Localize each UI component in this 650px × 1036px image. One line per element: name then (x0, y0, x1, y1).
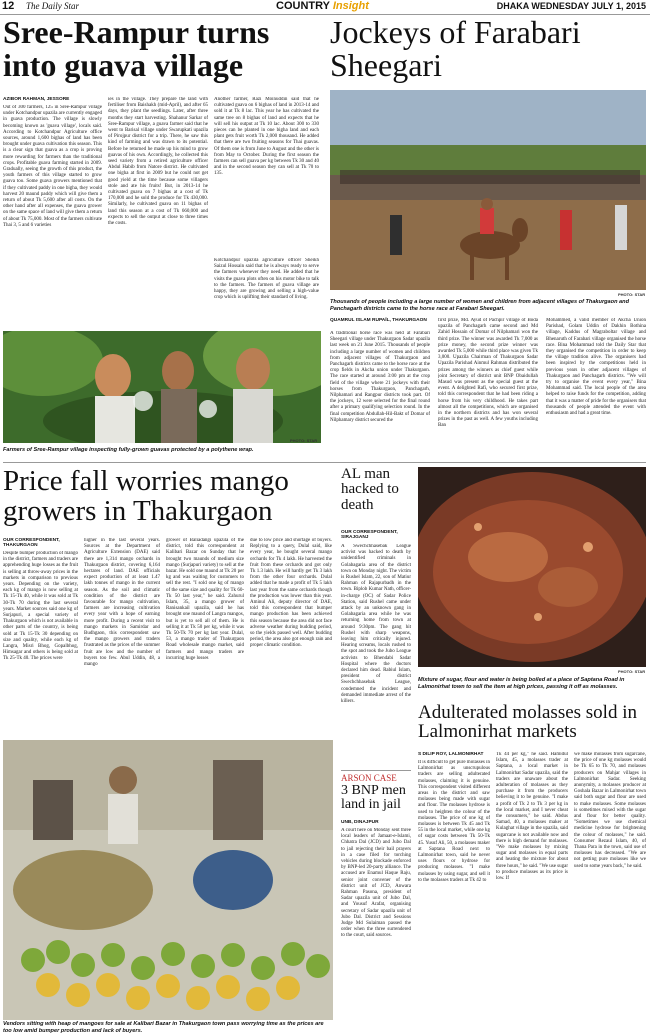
section-divider (3, 462, 646, 463)
mango-photo-caption: Vendors sitting with heap of mangoes for sale at Kalibari Bazar in Thakurgaon town pass worrying time as the prices are too low amid bumper production and lack of buyers. (3, 1021, 324, 1034)
jockeys-photo (330, 90, 646, 290)
jockeys-photo-caption: Thousands of people including a large number of women and children from adjacent villages of Thakurgaon and Panchagarh districts came to the horse race at Farabari Sheegari. (330, 299, 629, 312)
jockeys-headline: Jockeys of Farabari Sheegari (330, 14, 581, 83)
molasses-col-1: It is difficult to get pure molasses in Lalmonirhat as unscrupulous traders are selling adulterated molasses, claiming it is genuine. This correspondent visited different areas in the district and saw molasses being made with sugar and flour. The molasses hydrose is used to heighten the colour of the molasses. The price of one kg of molasses is between Tk 45 and Tk 55 in the local market, while one kg of sugar costs between Tk 50-Tk 45. Yusuf Ali, 50, a molasses maker at Saptana Road next to Lalmonirhat town, said he never uses flours or hydrose for producing molasses. "I make molasses by using sugar, and sell it to the molasses traders at Tk 42 to (418, 760, 490, 883)
jockeys-photo-credit: PHOTO: STAR (618, 292, 646, 297)
guava-headline: Sree-Rampur turns into guava village (3, 14, 270, 83)
mango-col-1: Despite bumper production of mango in the district, farmers and traders are apprehending huge losses as the fruit is selling at throw-away prices in the markets in comparison to previous years. Depending on the variety, each kg of mango is now selling at Tk 15-Tk 40, while it was sold at Tk 30-Tk 70 during the last several years. Market sources said one kg of Surjapuri, a special variety of Thakurgaon which is not available in other parts of the country, is being sold at Tk 15-Tk 30 depending on size and quality, while each kg of Langra, Misri Bhog, Gopalbhog, Himsagar and others is being sold at Tk 25-Tk 40. The prices were (3, 551, 78, 662)
guava-col-3b: Kotchandpur upazila agriculture officer Sheikh Saizul Hossain said that he is always ready to serve the farmers whenever they need. He added that he visits the guava plots often on his motor bike to talk to the farmers. The farmers of guava village are happy, they are growing and selling a high-value crop which is uplifting their standard of living. (214, 258, 319, 301)
arson-body: A court here on Monday sent three local leaders of Jamaat-e-Islami, Chhatra Dal (JCD) and Jubo Dal to jail rejecting their bail prayers in a case filed for torching vehicles during blockade enforced by BNP-led 20-party alliance. The accused are Enamul Haque Raju, senior joint convener of the district unit of JCD, Anwara Rahman Pasona, president of Sadar upazila unit of Jubo Dal, and Yousuf Arafat, organising secretary of Sadar upazila unit of Jubo Dal. District and Sessions Judge Md Sulaiman passed the order when the three surrendered to the court, said sources. (341, 828, 411, 939)
guava-col-1: Out of 300 farmers, 125 in Sree-Rampur village under Kotchandpur upazila are currently engaged in guava production. The village is slowly becoming known as 'guava village', locals said. According to Kotchandpur Agriculture office sources, around 1,600 bighas of land has been brought under guava cultivation this season. This is a clear sign that guava as a crop is proving more rewarding for farmers than the traditional crops. Profitable guava farming started in 2009. Gradually, seeing the growth of this product, the youth farmers of this village started to grow guava too. Some guava growers mentioned that if they cultivated paddy in one bigha, they would harvest 20 maund paddy which will give them a return of about Tk 5,600 after all costs. On the other hand after all expenses, the guava grower on the same space of land will give them a return of about Tk 75,000. Most of the farmers cultivate Thai 3, 5 and 6 varieties (3, 105, 102, 228)
arson-kicker: ARSON CASE (341, 773, 397, 783)
jockeys-byline: QUAMRUL ISLAM RUPAÏL, THAKURGAON (330, 318, 427, 323)
horse-race-image (330, 90, 646, 290)
page-number: 12 (2, 0, 15, 12)
mango-col-3: grower of Baliadangi upazila of the district, told this correspondent at Kalibari Bazar on Sunday that he brought two maunds of medium size mango (Surjapuri variety) to sell at the bazar. He sold one maund at Tk 20 per kg and was waiting for customers to sell the rest. "I sold one kg of mango of the same size and quality for Tk 60-Tk 50 last year," he said. Zahurul Islam, 35, a mango grower of Ranisankail upazila, said he has brought one maund of Langra mangos, but is yet to sell all of them. He is selling it at Tk 50 per kg, while it was Tk 50-Tk 70 per kg last year. Dulal, 53, a mango trader of Thakurgaon Road wholesale mango market, said farmers and mango traders are incurring huge losses (166, 538, 244, 661)
guava-photo-credit: PHOTO: STAR (290, 438, 318, 443)
guava-photo-caption: Farmers of Sree-Rampur village inspecting fully-grown guavas protected by a polythene wrap. (3, 447, 254, 453)
guava-photo (3, 331, 321, 443)
guava-col-3: Another farmer, Razi Moinuddin said that he cultivated guava on 6 bighas of land in 2013-14 and sold it at Tk 8 lac. This year he has cultivated the same tree on 8 bighas of land and expects that he will sell his output at Tk 10 lac. About 300 to 330 pieces can be planted in one bigha land and each plant gets fruit worth Tk 2,000 thousand. He added that there are two fruiting seasons for Thai guavas. Of them one is from June to August and the other is from May to October. During the first season the farmers can sell guava per kg between Tk 30 and 40 and in the second season they can sell at Tk 70 to 135. (214, 97, 319, 177)
jockeys-col-1: A traditional horse race was held at Farabari Sheegari village under Thakurgaon Sadar upazila last week on 21 June 2015. Thousands of people including a large number of women and children from adjacent villages of Thakurgaon and Panchagarh districts came to the horse race at the crop fields in Akcha union under Thakurgaon. The race started at around 3:00 pm at the crop field of the village where 21 jockeys with their horses from Thakurgaon, Panchagarh, Nilphamari and Rangpur districts took part. Of the jockeys, 12 were selected for the final round after a primary qualifying selection round. In the final competition Abdullah-Hil-Bakt of Domar of Nilphamary district secured the (330, 331, 430, 423)
guava-byline: AZIBOR RAHMAN, JESSORE (3, 97, 70, 102)
jockeys-col-3: Mohammed, a valid member of Akcha Union Parishad, Golam Uddin of Dakhin Bothina village, Kaddus of Magraboltar village and Bhenaruth of Farabari village organised the horse race. Bina Mohammad told the Daily Star that they organised the competition in order to keep the village tradition alive. The organisers had been inspired by the competitions held in previous years in other adjacent villages of Thakurgaon and Panchagarh districts. "We will try to organise the event every year," Bina Mohammad said. The local people of the area helped to raise funds for the competition, adding that it was a matter of pride for the organisers that thousands of people attended the event with enthusiasm and had a great time. (546, 318, 646, 417)
section-title (276, 0, 369, 12)
molasses-photo-caption: Mixture of sugar, flour and water is being boiled at a place of Saptana Road in Lalmonirhat town to sell the item at high prices, passing it off as molasses. (418, 677, 625, 690)
molasses-photo (418, 467, 646, 667)
section-name: COUNTRY (276, 0, 330, 12)
molasses-byline: S DILIP ROY, LALMONIRHAT (418, 752, 484, 757)
molasses-col-3: we make molasses from sugarcane, the price of one kg molasses would be Tk 65 to Tk 70, and molasses producers on Mahjar villages in Lalmonirhat Sadar. Seeking anonymity, a molasses producer at Goshala Bazar in Lalmonirhat town said both sugar and flour are used to make molasses. Some molasses is sometimes mixed with the sugar and flour for better quality. "Sometimes we use chemical medicine hydrose for brightening the colour of molasses," he said. Consumer Rezaul Islam, 40, of Thana Para in the town, said use of molasses has decreased. "We are not getting pure molasses like we used to some years back," he said. (574, 752, 646, 869)
section-tag: Insight (332, 0, 369, 12)
arson-byline: UNB, DINAJPUR (341, 820, 379, 825)
mango-col-4: due to low price and shortage of buyers. Replying to a query, Dulal said, like every year, he bought several mango orchards for Tk 4 lakh. He harvested the fruit from these orchards and got only Tk 1.3 lakh. He will hardly get Tk 3 lakh from the other four orchards. Dulal added that he made a profit of Tk 5 lakh last year from the same orchards though the production was lower than this year. Aminul Ali, deputy director of DAE, told this correspondent that bumper mango production has been achieved this season because the area did not face adverse weather during budding period, so the yields passed well. After budding period, the area also got enough rain and proper climatic condition. (250, 538, 332, 649)
dateline: DHAKA WEDNESDAY JULY 1, 2015 (496, 1, 646, 11)
molasses-headline: Adulterated molasses sold in Lalmonirhat markets (418, 702, 637, 743)
arson-headline: 3 BNP men land in jail (341, 783, 406, 813)
molasses-boiling-image (418, 467, 646, 667)
mango-vendors-image (3, 740, 333, 1020)
jockeys-col-2: first prize, Md. Ayud of Pachpir village of Boda upazila of Panchagarh came second and Md Zahid Hossain of Domar of Nilphamari won the third prize. The winner was awarded Tk 7,000 as prize money, the second prize winner was awarded Tk 5,000 while third place was given Tk 3,000. Upazila Chairman of Thakurgaon Sadar Upazila Parishad Ainmul Rahman distributed the prizes among the winners as chief guest while joint Secretary of district unit BNP Obaidullah Masud was present as the special guest at the event. A delighted Rafi, who secured first prize, told this correspondent that he had been riding a horse from his very childhood. He takes part almost all the competitions, which are organised in the northern districts and has won several prizes in the past as well. A few youths including Ban (438, 318, 538, 429)
mango-headline: Price fall worries mango growers in Thakurgaon (3, 465, 289, 527)
alman-body: A Swechchhasebak League activist was hacked to death by unidentified criminals in Golabagaria area of the district town on Monday night. The victim is Rushel Islam, 22, son of Matiur Rahman of Rajapurbadh in the town. Biplob Kumar Nath, officer-in-charge (OC) of Sadar Police Station, said Rushel came under attack by an unknown gang in Golabagaria area while he was returning home from town at around 9:30pm. The gang hit Rushel with sharp weapons, leaving him critically injured. Hearing screams, locals rushed to the spot and took the Jubo League activists to Bhendabi Sadar Hospital where the doctors declared him dead. Rabiul Islam, president of district Swechchhasebak League, condemned the incident and demanded immediate arrest of the killers. (341, 544, 411, 705)
arson-rule (341, 770, 411, 771)
mango-photo (3, 740, 333, 1020)
molasses-photo-credit: PHOTO: STAR (618, 669, 646, 674)
alman-byline: OUR CORRESPONDENT, SIRAJGANJ (341, 530, 398, 540)
guava-farmers-image (3, 331, 321, 443)
mango-byline: OUR CORRESPONDENT, THAKURGAON (3, 538, 60, 548)
guava-col-2: ies in the village. They prepare the land with fertiliser from Baishakh (mid-April), and after 65 days, they plant the seedlings. Later, after three months they start harvesting. Shahanur Sarkar of Sree-Rampur village, a guava farmer said that he went to Barisal village under Swarupkati upazila of Pirojpur district for a trip. There, he saw this kind of farming and was drawn to its potential. Before he returned he made up his mind to grow guavas of his own. Accordingly, he collected this seed variety from a retired agriculture officer Abdul Habib from Natore district. He cultivated one bigha at first in 2009 but he could not get good yield at the time because some villagers stole and ate his fruits! But, in 2013-14 he cultivated guava on 7 bighas at a cost of Tk 170,000 and he sold the produce for Tk 430,000. Similarly, he cultivated guava on 11 bighas of land this season at a cost of Tk 660,000 and expects to sell the output at close to three times the costs. (108, 97, 208, 227)
mango-col-2: higher in the last several years. Sources at the Department of Agriculture Extension (DAE) said there are 1,314 mango orchards in Thakurgaon district, covering 6,164 hectares of land. DAE officials expect production of at least 1.47 lakh tonnes of mango in the current season. As the soil and climatic condition of the district are favourable for mango cultivation, farmers are increasing cultivation every year with a hope of earning more profit. During a recent visit to mango markets in Samirdar and Budhgaon, this correspondent saw the mango growers and traders frustrated as the prices of the summer fruit are low and the number of buyers too few. Abul Uddin, 48, a mango (84, 538, 160, 668)
alman-headline: AL man hacked to death (341, 466, 399, 513)
newspaper-brand: The Daily Star (26, 1, 79, 11)
molasses-col-2: Tk 44 per kg," he said. Hamidul Islam, 45, a molasses trader at Saptana, a local market in Lalmonirhat Sadar upazila, said the traders are unaware about the adulteration of molasses as they purchase it from the producers believing it to be genuine. "I make a profit of Tk 2 to Tk 3 per kg in the local market, and I never cheat the consumers," he said. Abdus Samad, 40, a molasses maker at Kulaghat village in the upazila, said sugarcane is not available now and there is high demand for molasses. "We make molasses by mixing sugar and molasses in equal parts and heating the mixture for about three hours," he said. "We use sugar to produce molasses as its price is low. If (496, 752, 568, 882)
